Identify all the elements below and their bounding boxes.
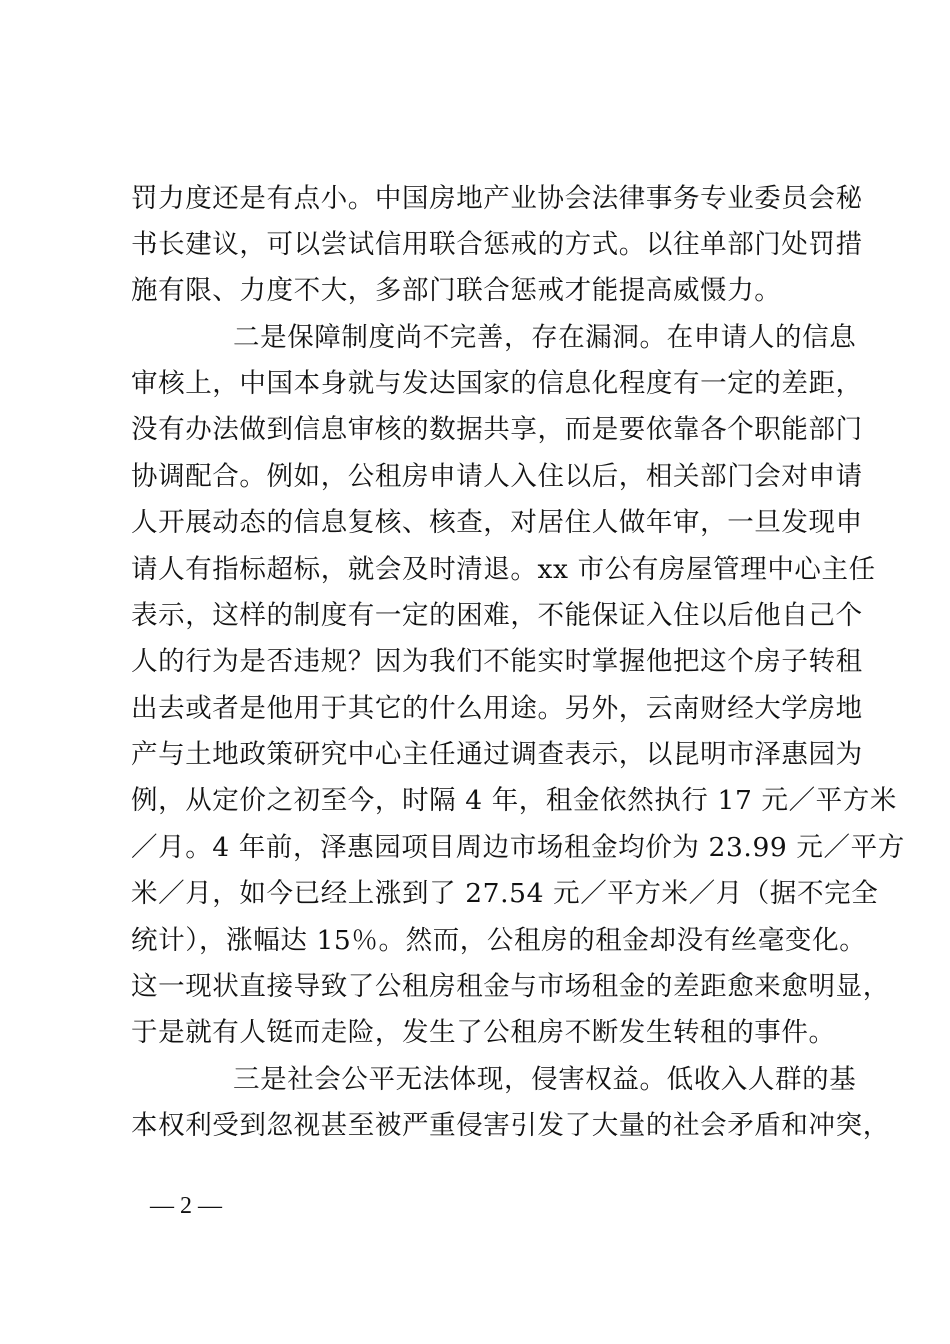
text-line: 没有办法做到信息审核的数据共享，而是要依靠各个职能部门 [131, 414, 863, 445]
paragraph-heading-line: 三是社会公平无法体现，侵害权益。低收入人群的基 [233, 1064, 857, 1095]
text-line: 于是就有人铤而走险，发生了公租房不断发生转租的事件。 [131, 1017, 836, 1048]
text-line: 罚力度还是有点小。中国房地产业协会法律事务专业委员会秘 [131, 183, 863, 214]
text-line: 例，从定价之初至今，时隔 4 年，租金依然执行 17 元／平方米 [131, 785, 897, 816]
text-line: 施有限、力度不大，多部门联合惩戒才能提高威慑力。 [131, 275, 782, 306]
text-line: ／月。4 年前，泽惠园项目周边市场租金均价为 23.99 元／平方 [131, 832, 905, 863]
text-line: 出去或者是他用于其它的什么用途。另外，云南财经大学房地 [131, 693, 863, 724]
text-line: 米／月，如今已经上涨到了 27.54 元／平方米／月（据不完全 [131, 878, 879, 909]
text-line: 统计），涨幅达 15％。然而，公租房的租金却没有丝毫变化。 [131, 925, 867, 956]
page-number: — 2 — [150, 1193, 222, 1219]
paragraph-heading-line: 二是保障制度尚不完善，存在漏洞。在申请人的信息 [233, 322, 857, 353]
text-line: 协调配合。例如，公租房申请人入住以后，相关部门会对申请 [131, 461, 863, 492]
text-line: 书长建议，可以尝试信用联合惩戒的方式。以往单部门处罚措 [131, 229, 863, 260]
text-line: 人的行为是否违规？因为我们不能实时掌握他把这个房子转租 [131, 646, 863, 677]
text-line: 表示，这样的制度有一定的困难，不能保证入住以后他自己个 [131, 600, 863, 631]
text-line: 产与土地政策研究中心主任通过调查表示，以昆明市泽惠园为 [131, 739, 863, 770]
text-line: 审核上，中国本身就与发达国家的信息化程度有一定的差距， [131, 368, 863, 399]
text-line: 这一现状直接导致了公租房租金与市场租金的差距愈来愈明显， [131, 971, 890, 1002]
text-line: 人开展动态的信息复核、核查，对居住人做年审，一旦发现申 [131, 507, 863, 538]
text-line: 请人有指标超标，就会及时清退。xx 市公有房屋管理中心主任 [131, 554, 876, 585]
text-line: 本权利受到忽视甚至被严重侵害引发了大量的社会矛盾和冲突， [131, 1110, 890, 1141]
